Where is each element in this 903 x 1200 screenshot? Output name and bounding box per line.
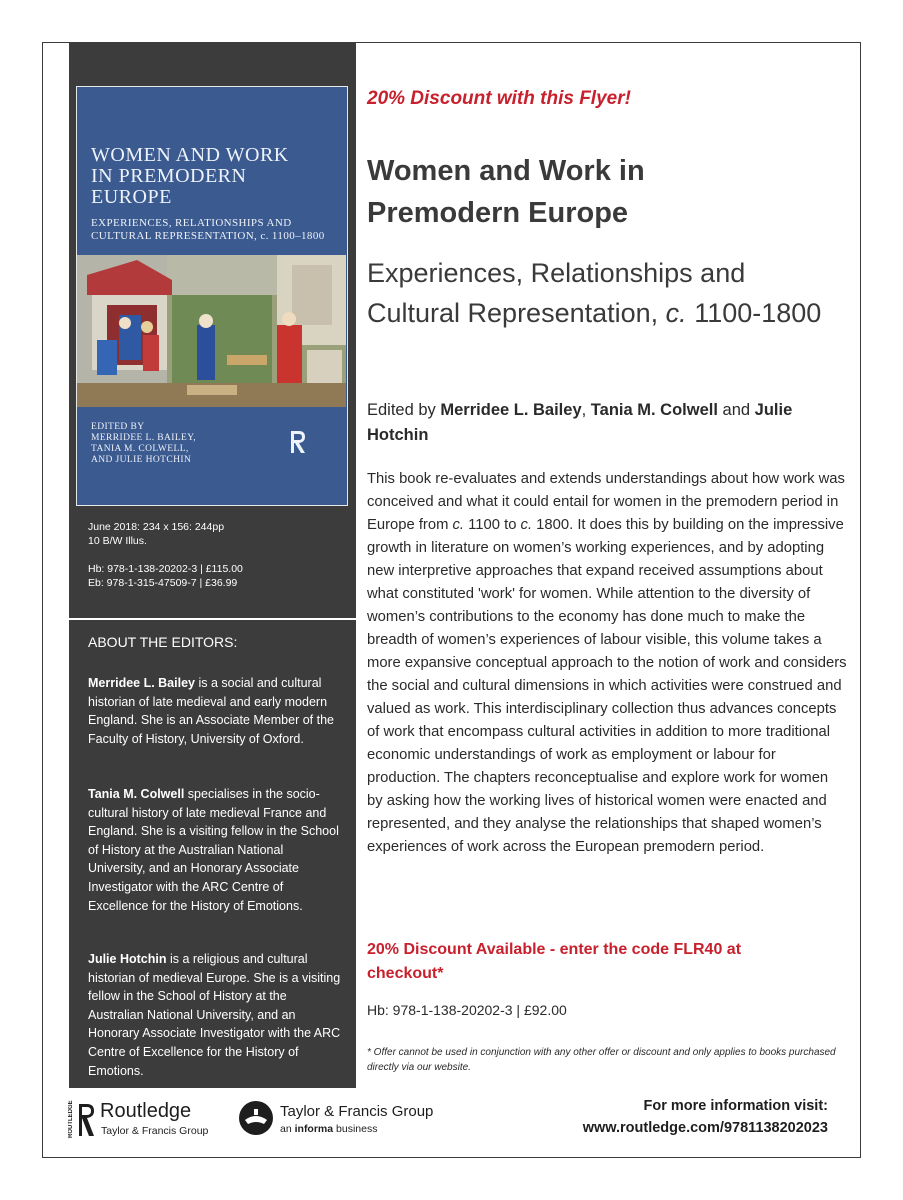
discount-code-line: 20% Discount Available - enter the code FLR40 at checkout*: [367, 941, 742, 982]
more-info-url[interactable]: www.routledge.com/9781138202023: [582, 1120, 828, 1136]
edited-by-line: Edited by Merridee L. Bailey, Tania M. Colwell and Julie Hotchin: [367, 401, 793, 444]
promo-heading: 20% Discount with this Flyer!: [367, 88, 631, 109]
lamp-icon: [238, 1100, 274, 1136]
more-info: [583, 1095, 828, 1139]
more-info-label: For more information visit:: [643, 1098, 828, 1114]
book-cover-image: [76, 86, 348, 506]
editor-bio-text: is a social and cultural historian of late medieval and early modern England. She is an Associate Member of the Faculty of History, University of Oxford.: [88, 676, 334, 746]
taylor-francis-logo: [238, 1100, 438, 1140]
svg-text:ROUTLEDGE: ROUTLEDGE: [68, 1100, 74, 1138]
publication-details: [88, 520, 343, 590]
editor-bio: [88, 674, 343, 748]
offer-disclaimer: * Offer cannot be used in conjunction with any other offer or discount and only applies to books purchased directly via our website.: [367, 1047, 836, 1073]
book-subtitle: Experiences, Relationships and Cultural Representation, c. 1100-1800: [367, 258, 822, 328]
cover-subtitle: EXPERIENCES, RELATIONSHIPS AND CULTURAL REPRESENTATION, c. 1100–1800: [91, 217, 325, 242]
cover-title: WOMEN AND WORK IN PREMODERN EUROPE: [91, 144, 289, 208]
editor-2: Tania M. Colwell: [590, 401, 718, 419]
tf-group-name: Taylor & Francis Group: [280, 1103, 434, 1120]
about-editors-heading: ABOUT THE EDITORS:: [88, 634, 238, 650]
routledge-subtitle: Taylor & Francis Group: [101, 1125, 209, 1137]
illustrations-count: 10 B/W Illus.: [88, 535, 147, 547]
editor-name: Merridee L. Bailey: [88, 676, 195, 690]
cover-illustration: [77, 255, 346, 407]
editor-bio: [88, 785, 343, 915]
routledge-r-logo-icon: [68, 1100, 96, 1140]
medieval-scene-illustration: [77, 255, 346, 407]
ebook-isbn-price: Eb: 978-1-315-47509-7 | £36.99: [88, 577, 238, 589]
editor-name: Tania M. Colwell: [88, 787, 185, 801]
hardback-isbn-price: Hb: 978-1-138-20202-3 | £115.00: [88, 563, 243, 575]
editor-bio-text: specialises in the socio-cultural history of late medieval France and England. She is a visiting fellow in the School of History at the Australian National University, and an Honorary Associate Investigator with the ARC Centre of Excellence for the History of Emotions.: [88, 787, 339, 913]
editor-name: Julie Hotchin: [88, 952, 167, 966]
editor-bio-text: is a religious and cultural historian of medieval Europe. She is a visiting fellow in the School of History at the Australian National University, and an Honorary Associate Investigator with the ARC Centre of Excellence for the History of Emotions.: [88, 952, 341, 1078]
pub-date-format: June 2018: 234 x 156: 244pp: [88, 521, 225, 533]
routledge-logo: [68, 1100, 218, 1140]
sidebar-divider: [69, 618, 356, 620]
editor-3: Julie Hotchin: [367, 401, 793, 444]
editor-1: Merridee L. Bailey: [440, 401, 582, 419]
cover-editors: EDITED BY MERRIDEE L. BAILEY, TANIA M. COLWELL, AND JULIE HOTCHIN: [91, 422, 197, 465]
book-title: Women and Work in Premodern Europe: [367, 155, 645, 229]
book-description: This book re-evaluates and extends understandings about how work was conceived and what it could entail for women in the premodern period in Europe from c. 1100 to c. 1800. It does this by building on the impressive growth in literature on women’s working experiences, and by adopting new interpretive approaches that expand received assumptions about what constituted 'work' for women. While attention to the diversity of women’s contributions to the economy has done much to make the breadth of women’s experiences of labour visible, this volume takes a more expansive conceptual approach to the notion of work and considers the social and cultural dimensions in which activities were construed and valued as work. This interdisciplinary collection thus advances concepts of work that encompass cultural activities in addition to more traditional economic understandings of work as employment or labour for production. The chapters reconceptualise and explore work for women by asking how the working lives of historical women were enacted and represented, and they analyse the relationships that shaped women’s experiences of work across the European premodern period.: [367, 471, 847, 855]
editor-bio: [88, 950, 343, 1080]
discount-price: Hb: 978-1-138-20202-3 | £92.00: [367, 1002, 567, 1018]
tf-informa-tagline: an informa business: [280, 1123, 378, 1135]
routledge-r-icon: [289, 429, 307, 455]
routledge-name: Routledge: [100, 1100, 192, 1122]
